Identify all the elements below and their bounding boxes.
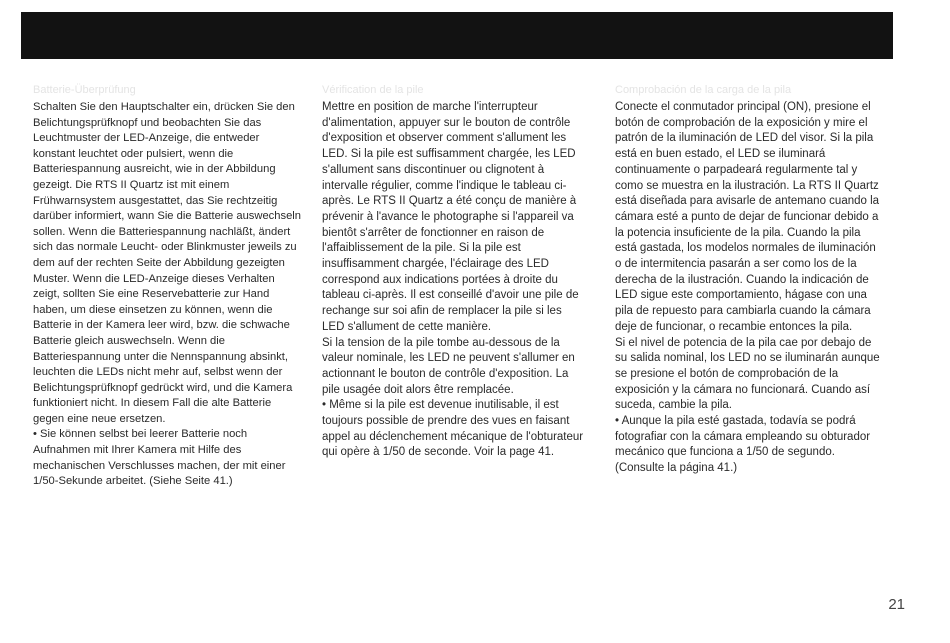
header-bar xyxy=(21,12,893,59)
paragraph: Mettre en position de marche l'interrupteur d'alimentation, appuyer sur le bouton de contrôle d'exposition et observer comment s'allument les LED. Si la pile est suffisamment chargée, les LED s'allument sans discontinuer ou clignotent à intervalle régulier, comme l'indique le tableau ci-après. Le RTS II Quartz a été conçu de manière à prévenir à l'avance le photographe si l'appareil va bientôt s'arrêter de fonctionner en raison de l'affaiblissement de la pile. Si la pile est insuffisamment chargée, l'éclairage des LED correspond aux indications portées à droite du tableau ci-après. Il est conseillé d'avoir une pile de rechange sur soi afin de remplacer la pile si les LED s'allument de cette manière. xyxy=(322,101,579,333)
paragraph: Schalten Sie den Hauptschalter ein, drücken Sie den Belichtungsprüfknopf und beobachten Sie das Leuchtmuster der LED-Anzeige, die entweder konstant leuchtet oder pulsiert, wenn die Batteriespannung ausreicht, wie in der Abbildung gezeigt. Die RTS II Quartz ist mit einem Frühwarnsystem ausgestattet, das Sie rechtzeitig darüber informiert, wann Sie die Batterie auswechseln sollen. Wenn die Batteriespannung nachläßt, ändert sich das normale Leucht- oder Blinkmuster jeweils zu dem auf der rechten Seite der Abbildung gezeigten Muster. Wenn die LED-Anzeige dieses Verhalten zeigt, sollten Sie eine Reservebatterie zur Hand haben, um diese einsetzen zu können, wenn die Batterie in der Kamera leer wird, bzw. die schwache Batterie gleich auswechseln. Wenn die Batteriespannung unter die Nennspannung absinkt, leuchten die LEDs nicht mehr auf, selbst wenn der Belichtungsprüfknopf gedrückt wird, und die Kamera funktioniert nicht. In diesem Fall die alte Batterie gegen eine neue ersetzen. xyxy=(33,101,302,425)
column-french xyxy=(322,83,587,461)
column-spanish xyxy=(615,83,880,477)
section-heading-spanish: Comprobación de la carga de la pila xyxy=(615,84,792,96)
paragraph-bullet: • Aunque la pila esté gastada, todavía se podrá fotografiar con la cámara empleando su obturador mecánico que funciona a 1/50 de segundo. (Consulte la página 41.) xyxy=(615,415,871,475)
section-body-spanish xyxy=(615,100,880,477)
paragraph: Si la tension de la pile tombe au-dessous de la valeur nominale, les LED ne peuvent s'allumer en actionnant le bouton de contrôle d'exposition. La pile usagée doit alors être remplacée. xyxy=(322,336,575,396)
paragraph: Si el nivel de potencia de la pila cae por debajo de su salida nominal, los LED no se iluminarán aunque se presione el botón de comprobación de la exposición y la cámara no funcionará. Cuando así suceda, cambie la pila. xyxy=(615,336,880,412)
paragraph-bullet: • Sie können selbst bei leerer Batterie noch Aufnahmen mit Ihrer Kamera mit Hilfe des mechanischen Verschlusses machen, der mit einer 1/50-Sekunde arbeitet. (Siehe Seite 41.) xyxy=(33,428,286,488)
paragraph-bullet: • Même si la pile est devenue inutilisable, il est toujours possible de prendre des vues en faisant appel au déclenchement mécanique de l'obturateur qui opère à 1/50 de seconde. Voir la page 41. xyxy=(322,399,584,459)
section-body-french xyxy=(322,100,587,461)
section-heading-german: Batterie-Überprüfung xyxy=(33,84,136,96)
column-german xyxy=(33,83,303,490)
page-number: 21 xyxy=(888,596,905,613)
section-body-german xyxy=(33,100,303,490)
section-heading-french: Vérification de la pile xyxy=(322,84,424,96)
paragraph: Conecte el conmutador principal (ON), presione el botón de comprobación de la exposición y mire el patrón de la iluminación de LED del visor. Si la pila está en buen estado, el LED se iluminará continuamente o parpadeará regularmente tal y como se muestra en la ilustración. La RTS II Quartz está diseñada para avisarle de antemano cuando la cámara esté a punto de dejar de funcionar debido a la potencia insuficiente de la pila. Cuando la pila está gastada, los modelos normales de iluminación o de intermitencia pasarán a ser como los de la derecha de la ilustración. Cuando la indicación de LED sigue este comportamiento, hágase con una pila de repuesto para cambiarla cuando la cámara deje de funcionar, o recambie entonces la pila. xyxy=(615,101,880,333)
